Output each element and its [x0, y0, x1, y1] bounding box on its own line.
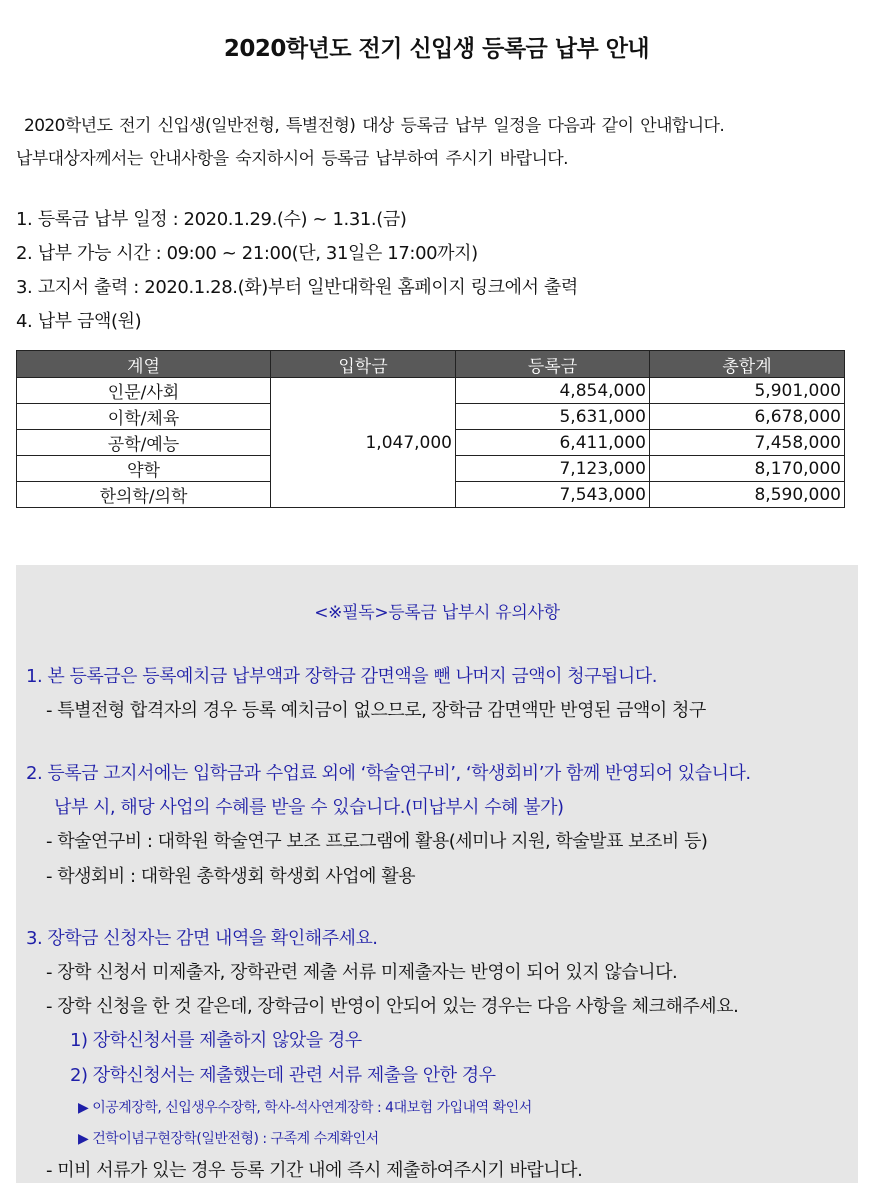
notice-item-2-sub-research: - 학술연구비 : 대학원 학술연구 보조 프로그램에 활용(세미나 지원, 학술발표 보조비 등) [46, 831, 708, 852]
tuition-cell: 4,854,000 [456, 378, 650, 404]
fee-table [16, 350, 845, 508]
notice-item-2-cont: 납부 시, 해당 사업의 수혜를 받을 수 있습니다.(미납부시 수혜 불가) [54, 797, 564, 818]
schedule-list [16, 203, 861, 339]
notice-item-1: 1. 본 등록금은 등록예치금 납부액과 장학금 감면액을 뺀 나머지 금액이 청구됩니다. [26, 666, 657, 687]
tuition-cell: 7,543,000 [456, 482, 650, 508]
total-cell: 7,458,000 [650, 430, 845, 456]
header-admission-fee: 입학금 [271, 351, 456, 378]
notice-check-2: 2) 장학신청서는 제출했는데 관련 서류 제출을 안한 경우 [70, 1065, 496, 1086]
tuition-cell: 6,411,000 [456, 430, 650, 456]
notice-box [16, 565, 858, 1183]
total-cell: 6,678,000 [650, 404, 845, 430]
page-title: 2020학년도 전기 신입생 등록금 납부 안내 [223, 36, 650, 62]
intro-paragraph [16, 110, 861, 176]
field-cell: 이학/체육 [17, 404, 271, 430]
total-cell: 5,901,000 [650, 378, 845, 404]
header-tuition: 등록금 [456, 351, 650, 378]
tuition-cell: 7,123,000 [456, 456, 650, 482]
admission-fee-cell: 1,047,000 [271, 378, 456, 508]
field-cell: 인문/사회 [17, 378, 271, 404]
notice-item-2-sub-student-fee: - 학생회비 : 대학원 총학생회 학생회 사업에 활용 [46, 866, 415, 887]
total-cell: 8,170,000 [650, 456, 845, 482]
header-total: 총합계 [650, 351, 845, 378]
notice-item-3-sub-1: - 장학 신청서 미제출자, 장학관련 제출 서류 미제출자는 반영이 되어 있지 않습니다. [46, 962, 678, 983]
fee-table-header-row [17, 351, 845, 378]
notice-doc-1: ▶ 이공계장학, 신입생우수장학, 학사-석사연계장학 : 4대보험 가입내역 확인서 [78, 1100, 532, 1116]
field-cell: 공학/예능 [17, 430, 271, 456]
notice-item-3-sub-3: - 미비 서류가 있는 경우 등록 기간 내에 즉시 제출하여주시기 바랍니다. [46, 1160, 583, 1181]
tuition-cell: 5,631,000 [456, 404, 650, 430]
notice-item-3: 3. 장학금 신청자는 감면 내역을 확인해주세요. [26, 928, 378, 949]
schedule-item-period: 1. 등록금 납부 일정 : 2020.1.29.(수) ~ 1.31.(금) [16, 209, 407, 230]
schedule-item-amount: 4. 납부 금액(원) [16, 311, 142, 332]
schedule-item-hours: 2. 납부 가능 시간 : 09:00 ~ 21:00(단, 31일은 17:00까지) [16, 243, 478, 264]
table-row [17, 378, 845, 404]
notice-item-1-sub: - 특별전형 합격자의 경우 등록 예치금이 없으므로, 장학금 감면액만 반영된 금액이 청구 [46, 700, 706, 721]
notice-title: <※필독>등록금 납부시 유의사항 [314, 603, 560, 623]
notice-check-1: 1) 장학신청서를 제출하지 않았을 경우 [70, 1030, 362, 1051]
field-cell: 약학 [17, 456, 271, 482]
notice-item-2: 2. 등록금 고지서에는 입학금과 수업료 외에 ‘학술연구비’, ‘학생회비’가 함께 반영되어 있습니다. [26, 763, 751, 784]
notice-doc-2: ▶ 건학이념구현장학(일반전형) : 구족계 수계확인서 [78, 1131, 379, 1147]
notice-item-3-sub-2: - 장학 신청을 한 것 같은데, 장학금이 반영이 안되어 있는 경우는 다음 사항을 체크해주세요. [46, 996, 739, 1017]
intro-line-1: 2020학년도 전기 신입생(일반전형, 특별전형) 대상 등록금 납부 일정을 다음과 같이 안내합니다. [24, 116, 725, 136]
field-cell: 한의학/의학 [17, 482, 271, 508]
total-cell: 8,590,000 [650, 482, 845, 508]
schedule-item-bill: 3. 고지서 출력 : 2020.1.28.(화)부터 일반대학원 홈페이지 링크에서 출력 [16, 277, 578, 298]
header-field: 계열 [17, 351, 271, 378]
intro-line-2: 납부대상자께서는 안내사항을 숙지하시어 등록금 납부하여 주시기 바랍니다. [16, 149, 568, 169]
